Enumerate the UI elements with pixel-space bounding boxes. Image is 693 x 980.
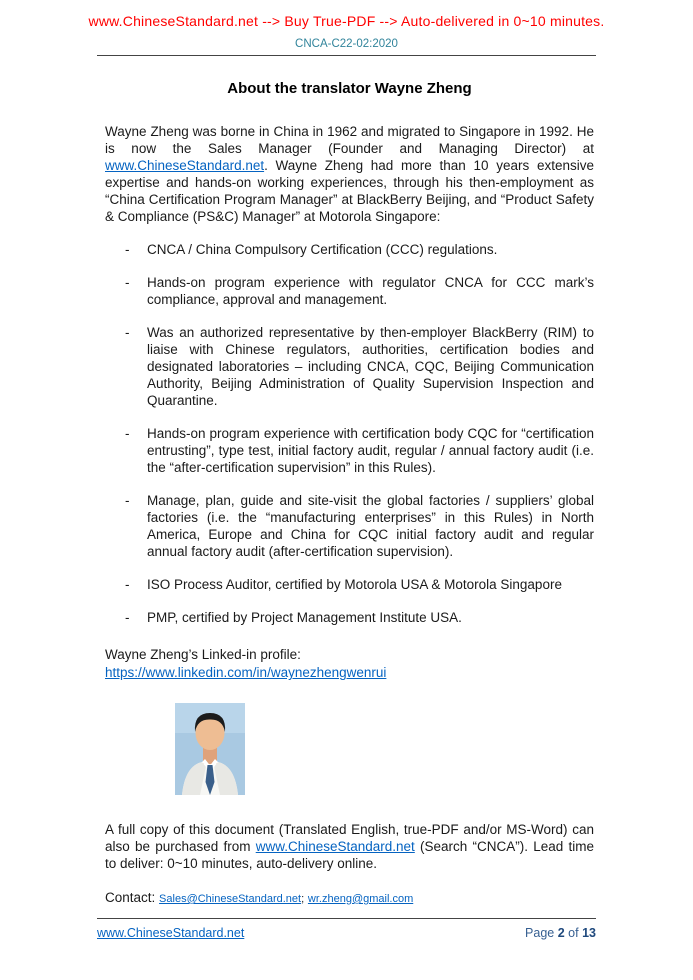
bullet-dash: -: [125, 610, 130, 625]
translator-photo: [175, 703, 245, 795]
intro-paragraph: [105, 123, 594, 225]
qualifications-list: [105, 241, 594, 626]
total-pages-number: 13: [582, 926, 596, 940]
bullet-text: Manage, plan, guide and site-visit the global factories / suppliers’ global factories (i.e. the “manufacturing enterprises” in this Rules) in North America, Europe and China for CQC initial factory audit and regular annual factory audit (after-certification supervision).: [147, 493, 594, 559]
bullet-dash: -: [125, 577, 130, 592]
list-item: [125, 609, 594, 626]
bullet-text: ISO Process Auditor, certified by Motorola USA & Motorola Singapore: [147, 577, 562, 592]
contact-label: Contact:: [105, 890, 156, 905]
linkedin-section: [105, 646, 594, 681]
footer-row: [97, 926, 596, 940]
list-item: [125, 425, 594, 476]
page-title: About the translator Wayne Zheng: [227, 80, 472, 97]
bullet-dash: -: [125, 426, 130, 441]
bullet-text: CNCA / China Compulsory Certification (CCC) regulations.: [147, 242, 498, 257]
footer-site-link[interactable]: www.ChineseStandard.net: [97, 926, 245, 940]
page-number-indicator: [525, 926, 596, 940]
purchase-text-before-link: A full copy of this document (Translated English, true-PDF and/or MS-Word) can also be purchased from: [105, 822, 594, 854]
bullet-dash: -: [125, 325, 130, 340]
footer-divider: [97, 918, 596, 919]
linkedin-label: Wayne Zheng’s Linked-in profile:: [105, 647, 301, 662]
list-item: [125, 576, 594, 593]
list-item: [125, 492, 594, 560]
bullet-text: Hands-on program experience with certification body CQC for “certification entrusting”, type test, initial factory audit, regular / annual factory audit (i.e. the “after-certification supervision” in this Rules).: [147, 426, 594, 475]
list-item: [125, 274, 594, 308]
linkedin-profile-link[interactable]: https://www.linkedin.com/in/waynezhengwenrui: [105, 665, 387, 680]
contact-separator: ;: [301, 893, 305, 905]
contact-line: [105, 890, 594, 905]
doc-code: CNCA-C22-02:2020: [295, 38, 398, 50]
of-label: of: [568, 926, 579, 940]
list-item: [125, 241, 594, 258]
sales-email-link[interactable]: Sales@ChineseStandard.net: [159, 893, 302, 905]
chinesestandard-link[interactable]: www.ChineseStandard.net: [105, 158, 265, 173]
portrait-photo-graphic: [175, 703, 245, 795]
purchase-text-after-link: (Search “CNCA”). Lead time to deliver: 0~10 minutes, auto-delivery online.: [105, 839, 594, 871]
bullet-dash: -: [125, 242, 130, 257]
purchase-paragraph: [105, 821, 594, 872]
page-label: Page: [525, 926, 555, 940]
bullet-text: Was an authorized representative by then-employer BlackBerry (RIM) to liaise with Chinese regulators, authorities, certification bodies and designated laboratories – including CNCA, CQC, Beijing Communication Authority, Beijing Administration of Quality Supervision Inspection and Quarantine.: [147, 325, 594, 408]
personal-email-link[interactable]: wr.zheng@gmail.com: [307, 893, 414, 905]
page-footer: [0, 913, 693, 940]
intro-text-before-link: Wayne Zheng was borne in China in 1962 and migrated to Singapore in 1992. He is now the Sales Manager (Founder and Managing Director) at: [105, 124, 594, 156]
bullet-text: Hands-on program experience with regulator CNCA for CCC mark’s compliance, approval and management.: [147, 275, 594, 307]
list-item: [125, 324, 594, 409]
header-divider: [97, 55, 596, 56]
page-content: [0, 80, 693, 905]
bullet-dash: -: [125, 275, 130, 290]
bullet-dash: -: [125, 493, 130, 508]
intro-text-after-link: . Wayne Zheng had more than 10 years extensive expertise and hands-on working experiences, through his then-employment as “China Certification Program Manager” at BlackBerry Beijing, and “Product Safety & Compliance (PS&C) Manager” at Motorola Singapore:: [105, 158, 594, 224]
bullet-text: PMP, certified by Project Management Institute USA.: [147, 610, 462, 625]
chinesestandard-link[interactable]: www.ChineseStandard.net: [255, 839, 415, 854]
current-page-number: 2: [557, 926, 565, 940]
top-banner-text: www.ChineseStandard.net --> Buy True-PDF --> Auto-delivered in 0~10 minutes.: [88, 13, 605, 29]
